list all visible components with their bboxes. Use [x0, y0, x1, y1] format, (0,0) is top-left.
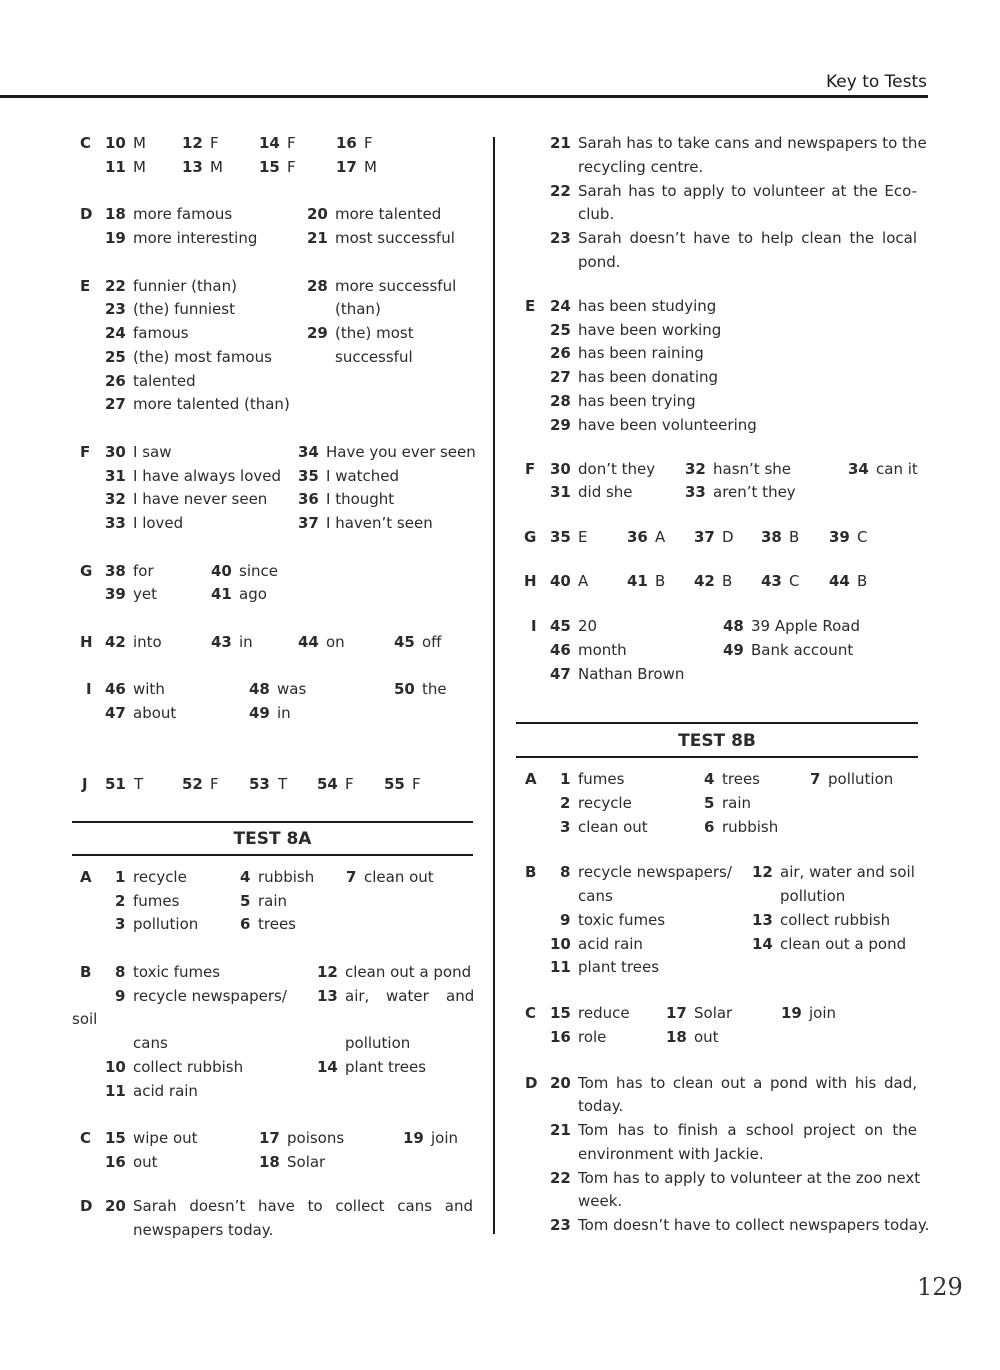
item-number: 36	[298, 490, 319, 508]
item-answer: A	[578, 572, 589, 590]
item-number: 34	[848, 460, 869, 478]
item-answer: pollution	[133, 915, 199, 933]
item-answer: I have always loved	[133, 467, 282, 485]
item-answer: toxic fumes	[133, 963, 221, 981]
item-answer: Solar	[694, 1004, 733, 1022]
item-number: 35	[298, 467, 319, 485]
item-number: 20	[105, 1197, 126, 1215]
item-number: 17	[666, 1004, 687, 1022]
item-number: 12	[182, 134, 203, 152]
item-answer: don’t they	[578, 460, 656, 478]
item-answer: reduce	[578, 1004, 630, 1022]
section-label-d: D	[80, 205, 93, 223]
section-label-e: E	[525, 297, 536, 315]
item-number: 41	[627, 572, 648, 590]
item-number: 23	[105, 300, 126, 318]
item-answer: recycle newspapers/	[133, 987, 287, 1005]
item-answer: collect rubbish	[133, 1058, 244, 1076]
item-answer: poisons	[287, 1129, 345, 1147]
item-number: 45	[550, 617, 571, 635]
item-answer: has been trying	[578, 392, 696, 410]
item-answer: more successful	[335, 277, 457, 295]
item-answer: since	[239, 562, 278, 580]
item-answer: clean out	[578, 818, 648, 836]
item-number: 46	[105, 680, 126, 698]
section-label-c: C	[525, 1004, 537, 1022]
item-number: 13	[752, 911, 773, 929]
item-answer: rubbish	[722, 818, 779, 836]
item-answer: aren’t they	[713, 483, 796, 501]
item-answer: acid rain	[578, 935, 643, 953]
item-number: 4	[240, 868, 251, 886]
item-number: 23	[550, 1216, 571, 1234]
item-answer-continued: environment with Jackie.	[578, 1145, 764, 1163]
item-answer: Tom has to clean out a pond with his dad,	[578, 1074, 917, 1092]
test-8a-bottom-rule	[72, 854, 473, 856]
item-answer: Tom has to apply to volunteer at the zoo next	[578, 1169, 921, 1187]
item-number: 8	[115, 963, 126, 981]
item-answer: in	[239, 633, 253, 651]
item-answer: rubbish	[258, 868, 315, 886]
item-number: 38	[761, 528, 782, 546]
item-number: 11	[105, 1082, 126, 1100]
item-answer: F	[287, 134, 296, 152]
item-number: 29	[550, 416, 571, 434]
item-answer: on	[326, 633, 345, 651]
item-number: 16	[105, 1153, 126, 1171]
item-answer: pollution	[828, 770, 894, 788]
item-answer: Sarah doesn’t have to collect cans and	[133, 1197, 473, 1215]
item-answer: month	[578, 641, 627, 659]
test-8a-title: TEST 8A	[233, 829, 312, 849]
item-answer: T	[278, 775, 288, 793]
item-number: 11	[550, 958, 571, 976]
item-answer: F	[210, 775, 219, 793]
section-label-e: E	[80, 277, 91, 295]
item-answer: M	[210, 158, 223, 176]
item-number: 11	[105, 158, 126, 176]
column-divider	[493, 137, 495, 1234]
item-answer: Nathan Brown	[578, 665, 685, 683]
item-answer: F	[412, 775, 421, 793]
item-number: 12	[317, 963, 338, 981]
item-number: 54	[317, 775, 338, 793]
item-answer-continued: newspapers today.	[133, 1221, 274, 1239]
item-number: 16	[336, 134, 357, 152]
item-answer: acid rain	[133, 1082, 198, 1100]
item-answer: toxic fumes	[578, 911, 666, 929]
item-answer: C	[857, 528, 868, 546]
item-number: 45	[394, 633, 415, 651]
item-number: 29	[307, 324, 328, 342]
section-label-j: J	[82, 775, 88, 793]
item-answer: with	[133, 680, 165, 698]
item-number: 18	[105, 205, 126, 223]
item-number: 7	[810, 770, 821, 788]
section-label-f: F	[525, 460, 536, 478]
item-answer: F	[210, 134, 219, 152]
item-number: 4	[704, 770, 715, 788]
item-answer: B	[655, 572, 666, 590]
section-label-h: H	[524, 572, 537, 590]
item-number: 24	[105, 324, 126, 342]
item-number: 19	[403, 1129, 424, 1147]
item-number: 39	[105, 585, 126, 603]
item-number: 5	[240, 892, 251, 910]
item-number: 48	[249, 680, 270, 698]
item-answer: F	[287, 158, 296, 176]
item-answer: plant trees	[345, 1058, 427, 1076]
item-number: 32	[685, 460, 706, 478]
item-answer: role	[578, 1028, 607, 1046]
item-answer: about	[133, 704, 177, 722]
item-number: 1	[115, 868, 126, 886]
item-answer: in	[277, 704, 291, 722]
header-rule	[0, 95, 928, 98]
item-number: 15	[259, 158, 280, 176]
item-answer-continued: successful	[335, 348, 413, 366]
section-label-i: I	[531, 617, 537, 635]
item-number: 18	[259, 1153, 280, 1171]
item-answer-continued: soil	[72, 1010, 98, 1028]
item-answer: into	[133, 633, 162, 651]
item-number: 37	[298, 514, 319, 532]
item-number: 17	[259, 1129, 280, 1147]
item-answer: F	[364, 134, 373, 152]
item-answer: (the) most	[335, 324, 414, 342]
item-answer: M	[364, 158, 377, 176]
item-answer: B	[789, 528, 800, 546]
item-answer: I loved	[133, 514, 184, 532]
item-number: 42	[694, 572, 715, 590]
item-answer: more talented (than)	[133, 395, 290, 413]
item-number: 33	[685, 483, 706, 501]
item-number: 10	[550, 935, 571, 953]
item-number: 55	[384, 775, 405, 793]
item-number: 14	[317, 1058, 338, 1076]
item-answer-continued: club.	[578, 205, 615, 223]
item-answer: B	[857, 572, 868, 590]
item-answer: can it	[876, 460, 918, 478]
item-answer: E	[578, 528, 588, 546]
item-answer: rain	[258, 892, 288, 910]
item-number: 17	[336, 158, 357, 176]
item-number: 2	[115, 892, 126, 910]
section-label-c: C	[80, 1129, 92, 1147]
item-answer: I watched	[326, 467, 400, 485]
section-label-a: A	[525, 770, 537, 788]
test-8b-bottom-rule	[516, 756, 918, 758]
item-answer: Sarah doesn’t have to help clean the local	[578, 229, 917, 247]
item-number: 25	[105, 348, 126, 366]
item-number: 31	[105, 467, 126, 485]
item-number: 49	[249, 704, 270, 722]
item-answer: trees	[258, 915, 296, 933]
header-title: Key to Tests	[825, 72, 927, 92]
item-answer: have been volunteering	[578, 416, 757, 434]
item-number: 22	[550, 1169, 571, 1187]
item-number: 16	[550, 1028, 571, 1046]
item-answer: fumes	[133, 892, 180, 910]
item-number: 51	[105, 775, 126, 793]
item-answer: recycle	[578, 794, 632, 812]
item-number: 33	[105, 514, 126, 532]
item-number: 53	[249, 775, 270, 793]
item-answer: join	[431, 1129, 459, 1147]
item-number: 13	[182, 158, 203, 176]
item-answer: yet	[133, 585, 157, 603]
item-number: 18	[666, 1028, 687, 1046]
item-answer: I have never seen	[133, 490, 268, 508]
item-answer: trees	[722, 770, 760, 788]
item-number: 47	[550, 665, 571, 683]
item-answer: Have you ever seen	[326, 443, 476, 461]
item-answer: more famous	[133, 205, 233, 223]
item-number: 40	[550, 572, 571, 590]
item-number: 25	[550, 321, 571, 339]
section-label-i: I	[86, 680, 92, 698]
item-number: 23	[550, 229, 571, 247]
item-number: 20	[550, 1074, 571, 1092]
item-number: 44	[298, 633, 319, 651]
item-number: 19	[781, 1004, 802, 1022]
item-answer: (the) funniest	[133, 300, 235, 318]
item-number: 26	[105, 372, 126, 390]
item-number: 43	[761, 572, 782, 590]
item-number: 27	[105, 395, 126, 413]
page-number: 129	[917, 1273, 963, 1301]
item-answer: M	[133, 158, 146, 176]
item-answer: was	[277, 680, 307, 698]
item-number: 38	[105, 562, 126, 580]
item-number: 6	[240, 915, 251, 933]
item-answer: T	[134, 775, 144, 793]
item-answer: Bank account	[751, 641, 854, 659]
item-number: 48	[723, 617, 744, 635]
item-answer: out	[694, 1028, 719, 1046]
item-number: 3	[560, 818, 571, 836]
item-number: 1	[560, 770, 571, 788]
item-answer: has been studying	[578, 297, 717, 315]
item-number: 37	[694, 528, 715, 546]
item-answer: have been working	[578, 321, 722, 339]
section-label-b: B	[525, 863, 537, 881]
item-number: 43	[211, 633, 232, 651]
item-answer: Tom has to finish a school project on the	[578, 1121, 917, 1139]
item-number: 39	[829, 528, 850, 546]
item-answer: funnier (than)	[133, 277, 237, 295]
item-answer: has been raining	[578, 344, 704, 362]
item-number: 34	[298, 443, 319, 461]
item-answer: I haven’t seen	[326, 514, 433, 532]
item-answer: has been donating	[578, 368, 719, 386]
item-answer: water	[386, 987, 429, 1005]
item-number: 32	[105, 490, 126, 508]
section-label-g: G	[80, 562, 93, 580]
item-answer: join	[809, 1004, 837, 1022]
item-answer-continued: pond.	[578, 253, 621, 271]
item-answer: did she	[578, 483, 633, 501]
item-answer: 39 Apple Road	[751, 617, 860, 635]
section-label-g: G	[524, 528, 537, 546]
section-label-b: B	[80, 963, 92, 981]
item-answer: D	[722, 528, 734, 546]
item-number: 10	[105, 134, 126, 152]
item-number: 9	[115, 987, 126, 1005]
item-number: 5	[704, 794, 715, 812]
item-answer: Sarah has to take cans and newspapers to the	[578, 134, 927, 152]
item-answer: air, water and soil	[780, 863, 915, 881]
item-number: 28	[550, 392, 571, 410]
item-answer: for	[133, 562, 154, 580]
section-label-f: F	[80, 443, 91, 461]
item-answer: 20	[578, 617, 598, 635]
item-number: 15	[550, 1004, 571, 1022]
section-label-h: H	[80, 633, 93, 651]
item-number: 12	[752, 863, 773, 881]
section-label-d: D	[80, 1197, 93, 1215]
item-number: 35	[550, 528, 571, 546]
item-answer: hasn’t she	[713, 460, 791, 478]
item-answer-continued: today.	[578, 1097, 624, 1115]
item-answer-continued: pollution	[780, 887, 846, 905]
item-answer-continued: cans	[578, 887, 613, 905]
item-answer: Sarah has to apply to volunteer at the Eco-	[578, 182, 917, 200]
item-number: 14	[259, 134, 280, 152]
item-answer-continued: recycling centre.	[578, 158, 704, 176]
item-answer: out	[133, 1153, 158, 1171]
item-answer: fumes	[578, 770, 625, 788]
item-answer: B	[722, 572, 733, 590]
section-label-a: A	[80, 868, 92, 886]
item-number: 28	[307, 277, 328, 295]
item-number: 40	[211, 562, 232, 580]
item-answer: off	[422, 633, 442, 651]
item-answer-continued: (than)	[335, 300, 381, 318]
item-answer-continued: week.	[578, 1192, 623, 1210]
item-answer: Tom doesn’t have to collect newspapers today.	[578, 1216, 930, 1234]
item-number: 13	[317, 987, 338, 1005]
item-answer: talented	[133, 372, 196, 390]
item-number: 22	[550, 182, 571, 200]
item-number: 10	[105, 1058, 126, 1076]
item-answer: the	[422, 680, 447, 698]
item-number: 26	[550, 344, 571, 362]
item-answer: clean out a pond	[780, 935, 907, 953]
item-answer: famous	[133, 324, 189, 342]
item-number: 19	[105, 229, 126, 247]
item-answer: rain	[722, 794, 752, 812]
item-number: 47	[105, 704, 126, 722]
item-number: 2	[560, 794, 571, 812]
item-number: 21	[550, 1121, 571, 1139]
item-answer: C	[789, 572, 800, 590]
item-answer: recycle	[133, 868, 187, 886]
item-number: 15	[105, 1129, 126, 1147]
item-answer: air,	[345, 987, 370, 1005]
test-8b-title: TEST 8B	[678, 731, 756, 751]
item-answer-continued: pollution	[345, 1034, 411, 1052]
item-answer: (the) most famous	[133, 348, 272, 366]
item-answer: clean out a pond	[345, 963, 472, 981]
item-number: 30	[550, 460, 571, 478]
item-answer: most successful	[335, 229, 455, 247]
item-answer: more interesting	[133, 229, 258, 247]
item-number: 31	[550, 483, 571, 501]
item-answer: F	[345, 775, 354, 793]
item-number: 41	[211, 585, 232, 603]
item-number: 36	[627, 528, 648, 546]
item-answer: more talented	[335, 205, 442, 223]
item-number: 30	[105, 443, 126, 461]
item-number: 7	[346, 868, 357, 886]
item-number: 24	[550, 297, 571, 315]
item-answer: A	[655, 528, 666, 546]
item-number: 21	[307, 229, 328, 247]
item-number: 52	[182, 775, 203, 793]
item-number: 22	[105, 277, 126, 295]
section-label-d: D	[525, 1074, 538, 1092]
item-answer: and	[446, 987, 475, 1005]
item-number: 20	[307, 205, 328, 223]
item-number: 6	[704, 818, 715, 836]
item-number: 8	[560, 863, 571, 881]
item-number: 14	[752, 935, 773, 953]
test-8b-top-rule	[516, 722, 918, 724]
item-answer: recycle newspapers/	[578, 863, 732, 881]
item-answer: I thought	[326, 490, 395, 508]
item-number: 50	[394, 680, 415, 698]
item-number: 44	[829, 572, 850, 590]
item-number: 21	[550, 134, 571, 152]
item-answer: I saw	[133, 443, 172, 461]
item-number: 42	[105, 633, 126, 651]
item-number: 49	[723, 641, 744, 659]
item-number: 9	[560, 911, 571, 929]
item-answer-continued: cans	[133, 1034, 168, 1052]
item-answer: clean out	[364, 868, 434, 886]
item-answer: collect rubbish	[780, 911, 891, 929]
item-number: 27	[550, 368, 571, 386]
item-answer: plant trees	[578, 958, 660, 976]
item-answer: Solar	[287, 1153, 326, 1171]
item-number: 3	[115, 915, 126, 933]
item-answer: ago	[239, 585, 267, 603]
item-answer: M	[133, 134, 146, 152]
test-8a-top-rule	[72, 821, 473, 823]
item-answer: wipe out	[133, 1129, 198, 1147]
section-label-c: C	[80, 134, 92, 152]
item-number: 46	[550, 641, 571, 659]
